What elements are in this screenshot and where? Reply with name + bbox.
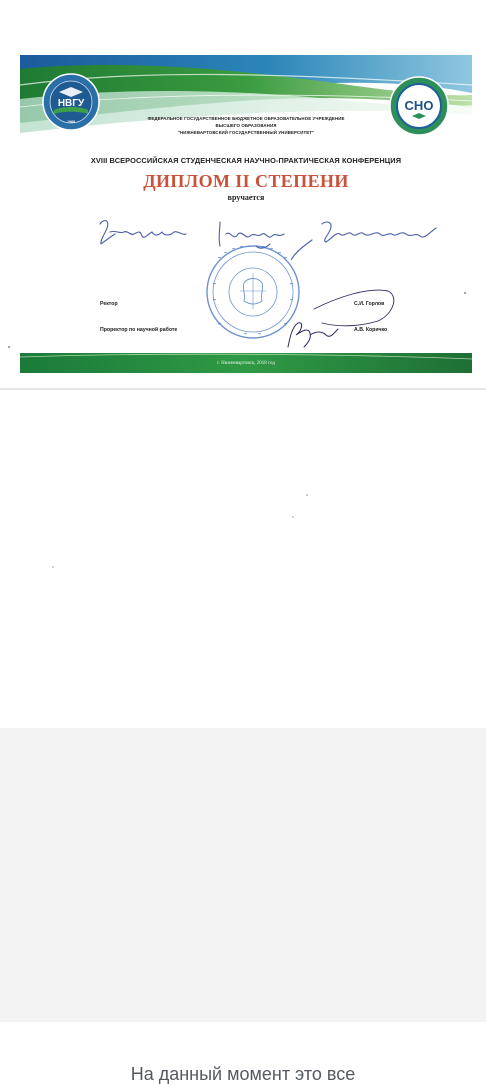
diploma-footer: г. Нижневартовск, 2018 год	[217, 361, 275, 366]
left-logo-label: НВГУ	[57, 98, 85, 109]
page-speck	[306, 494, 308, 496]
scan-speck	[8, 346, 10, 348]
end-of-content-message: На данный момент это все	[130, 1064, 356, 1084]
header-line: "НИЖНЕВАРТОВСКИЙ ГОСУДАРСТВЕННЫЙ УНИВЕРСИТЕТ"	[177, 130, 315, 135]
scan-speck	[464, 292, 466, 294]
signatory-role-rector: Ректор	[100, 301, 118, 307]
header-line: ВЫСШЕГО ОБРАЗОВАНИЯ	[215, 123, 277, 128]
signatory-name-rector: С.И. Горлов	[354, 301, 385, 307]
header-line: ФЕДЕРАЛЬНОЕ ГОСУДАРСТВЕННОЕ БЮДЖЕТНОЕ ОБРАЗОВАТЕЛЬНОЕ УЧРЕЖДЕНИЕ	[147, 116, 345, 121]
university-logo	[42, 73, 100, 131]
signatory-name-vice-rector: А.В. Коричко	[354, 327, 388, 333]
right-logo-label: СНО	[404, 98, 434, 113]
left-logo-year: 1988	[67, 120, 75, 124]
institution-header	[120, 115, 372, 136]
vice-rector-signature	[282, 317, 342, 351]
student-society-logo	[388, 75, 450, 137]
diploma-title: ДИПЛОМ II СТЕПЕНИ	[143, 171, 349, 191]
content-divider-panel	[0, 728, 486, 1022]
university-logo-icon	[42, 73, 100, 131]
student-society-logo-icon	[388, 75, 450, 137]
scanned-document	[0, 0, 486, 390]
scan-edge	[0, 388, 486, 390]
page-speck	[292, 516, 294, 518]
diploma	[20, 55, 472, 373]
awarded-label: вручается	[227, 193, 265, 202]
conference-title: XVIII ВСЕРОССИЙСКАЯ СТУДЕНЧЕСКАЯ НАУЧНО-ПРАКТИЧЕСКАЯ КОНФЕРЕНЦИЯ	[90, 156, 402, 165]
page-speck	[52, 566, 54, 568]
signatory-role-vice-rector: Проректор по научной работе	[100, 327, 178, 333]
